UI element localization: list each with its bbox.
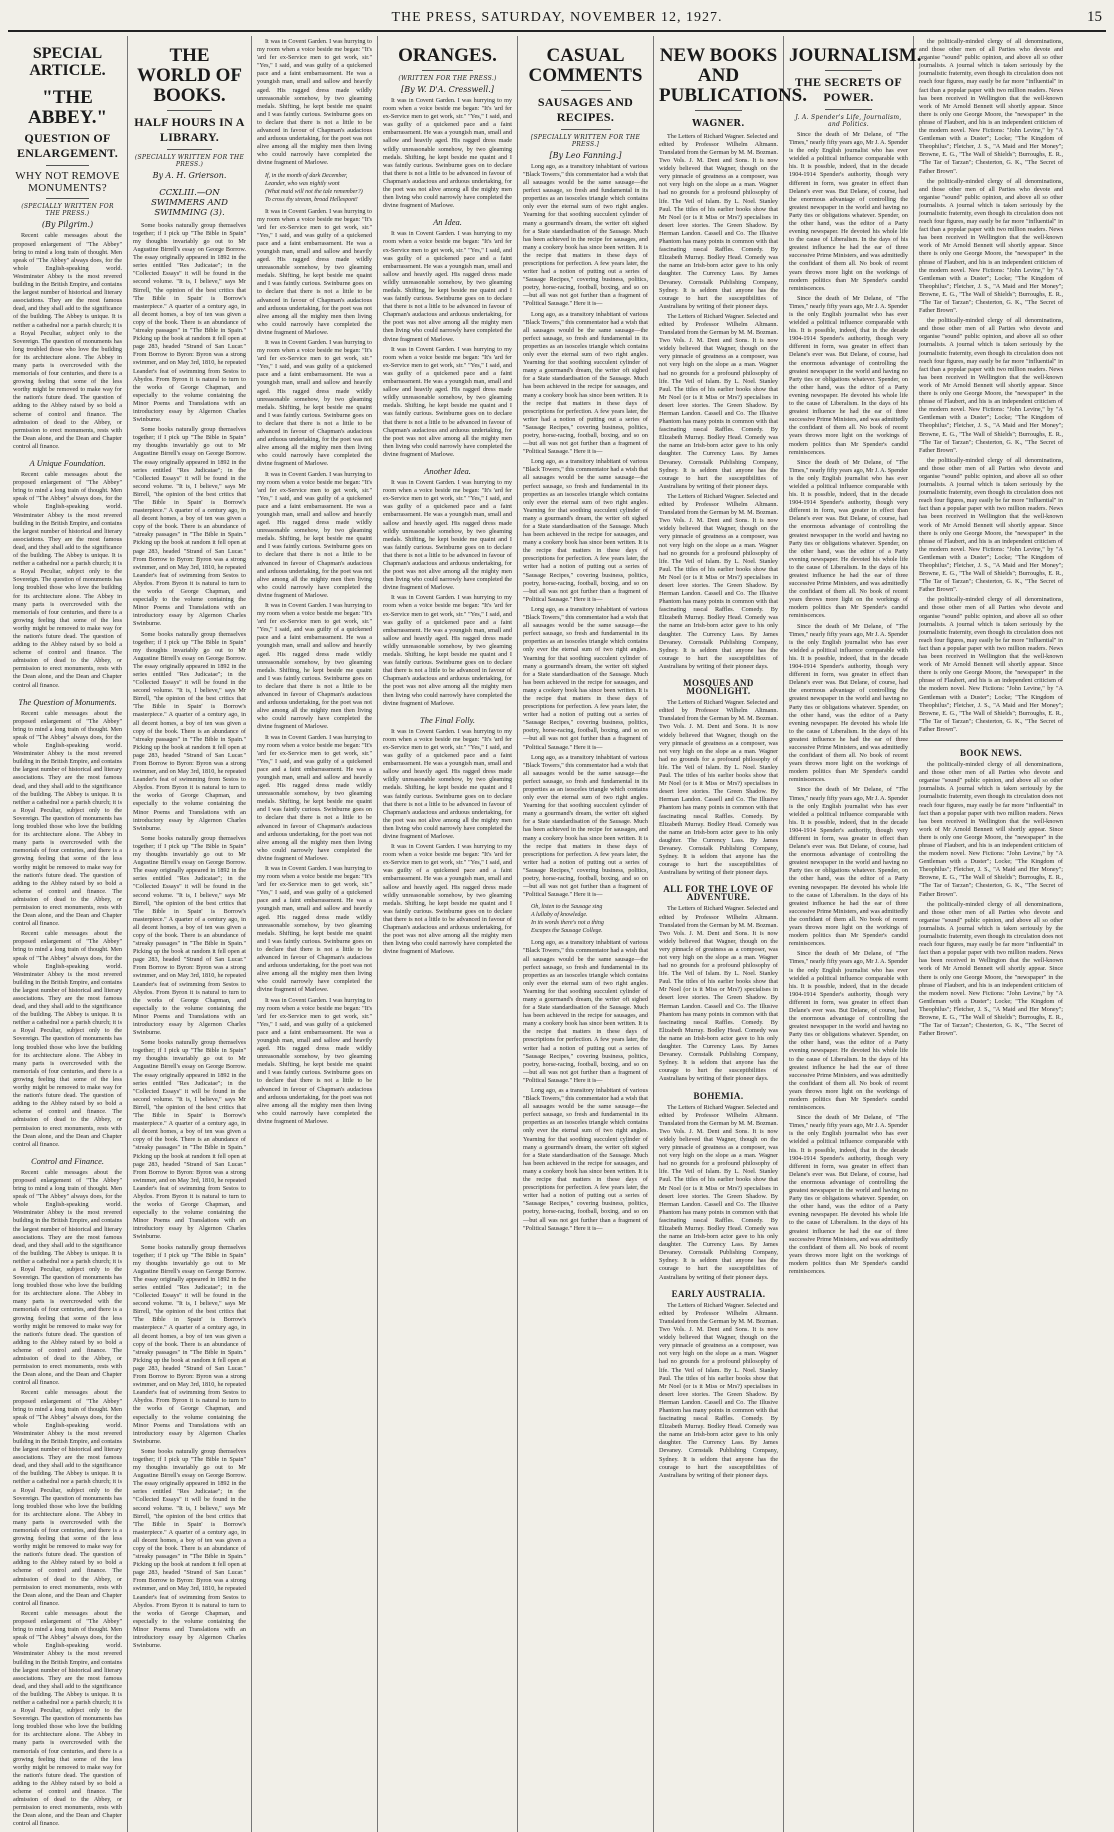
byline: By A. H. Grierson.: [152, 170, 227, 180]
column-new-books: [654, 36, 807, 1832]
paragraph: Long ago, as a transitory inhabitant of various "Black Towers," this commentator had a wish that all sausages would be the same sausage—the perfect sausage, so fresh and fundamental in its properties as an isosceles triangle which contains only ever the eternal sum of two right angles. Yearning for that soothing succulent cylinder of many a gourmand's dream, the writer oft sighed for a State standardisation of the Sausage. Much has been achieved in the recipe for sausages, and many a cookery book has since been written. It is the recipe that matters in these days of prescriptions for perfection. A few years later, the writer had a notion of putting out a series of "Sausage Recipes," covering business, politics, poetry, horse-racing, football, boxing, and so on—but all was not got further than a fragment of "Political Sausage." Here it is—: [523, 458, 648, 603]
paragraph: Recent cable messages about the proposed enlargement of "The Abbey" bring to mind a long train of thought. Men speak of "The Abbey" always does, for the whole English-speaking world. Westminster Abbey is the most revered building in the British Empire, and contains the largest number of historical and literary associations. They are the most famous dead, and they shall add to the significance of the building. The Abbey is unique. It is neither a cathedral nor a parish church; it is a Royal Peculiar, subject only to the Sovereign. The question of monuments has long troubled those who love the building for its architecture alone. The Abbey in many parts is overcrowded with the memorials of four centuries, and there is a growing feeling that some of the less worthy might be removed to make way for the nation's future dead. The question of adding to the Abbey raised by so bold a scheme of control and finance. The admission of dead to the Abbey, or permission to erect monuments, rests with the Dean alone, and the Dean and Chapter control all finance.: [13, 1168, 122, 1387]
paragraph: Recent cable messages about the proposed enlargement of "The Abbey" bring to mind a long train of thought. Men speak of "The Abbey" always does, for the whole English-speaking world. Westminster Abbey is the most revered building in the British Empire, and contains the largest number of historical and literary associations. They are the most famous dead, and they shall add to the significance of the building. The Abbey is unique. It is neither a cathedral nor a parish church; it is a Royal Peculiar, subject only to the Sovereign. The question of monuments has long troubled those who love the building for its architecture alone. The Abbey in many parts is overcrowded with the memorials of four centuries, and there is a growing feeling that some of the less worthy might be removed to make way for the nation's future dead. The question of adding to the Abbey raised by so bold a scheme of control and finance. The admission of dead to the Abbey, or permission to erect monuments, rests with the Dean alone, and the Dean and Chapter control all finance.: [13, 232, 122, 450]
divider: [919, 740, 1063, 741]
divider: [695, 110, 743, 111]
paragraph: It was in Covent Garden. I was hurrying to my room when a voice beside me began: "It's 'ard fer ex-Service men to get work, sir." "Yes," I said, and was guilty of a quickened pace and a faint embarrassment. He was a youngish man, small and sallow and heavily aged. His ragged dress made wildly unreasonable somehow, by two gleaming medals. Shifting, he kept beside me quaint and I was faintly curious. Swinburne goes on to declare that there is not a little to be advanced in favour of Chapman's audacious and arduous undertaking, for the poet was not alive among all the mighty men then living who could narrowly have completed the divine fragment of Marlowe.: [257, 207, 372, 336]
paragraph: Recent cable messages about the proposed enlargement of "The Abbey" bring to mind a long train of thought. Men speak of "The Abbey" always does, for the whole English-speaking world. Westminster Abbey is the most revered building in the British Empire, and contains the largest number of historical and literary associations. They are the most famous dead, and they shall add to the significance of the building. The Abbey is unique. It is neither a cathedral nor a parish church; it is a Royal Peculiar, subject only to the Sovereign. The question of monuments has long troubled those who love the building for its architecture alone. The Abbey in many parts is overcrowded with the memorials of four centuries, and there is a growing feeling that some of the less worthy might be removed to make way for the nation's future dead. The question of adding to the Abbey raised by so bold a scheme of control and finance. The admission of dead to the Abbey, or permission to erect monuments, rests with the Dean alone, and the Dean and Chapter control all finance.: [13, 930, 122, 1148]
byline: [By W. D'A. Cresswell.]: [401, 84, 494, 94]
paragraph: Recent cable messages about the proposed enlargement of "The Abbey" bring to mind a long train of thought. Men speak of "The Abbey" always does, for the whole English-speaking world. Westminster Abbey is the most revered building in the British Empire, and contains the largest number of historical and literary associations. They are the most famous dead, and they shall add to the significance of the building. The Abbey is unique. It is neither a cathedral nor a parish church; it is a Royal Peculiar, subject only to the Sovereign. The question of monuments has long troubled those who love the building for its architecture alone. The Abbey in many parts is overcrowded with the memorials of four centuries, and there is a growing feeling that some of the less worthy might be removed to make way for the nation's future dead. The question of adding to the Abbey raised by so bold a scheme of control and finance. The admission of dead to the Abbey, or permission to erect monuments, rests with the Dean alone, and the Dean and Chapter control all finance.: [13, 1389, 122, 1607]
deck: THE SECRETS OF POWER.: [795, 74, 902, 104]
paragraph: It was in Covent Garden. I was hurrying to my room when a voice beside me began: "It's 'ard fer ex-Service men to get work, sir." "Yes," I said, and was guilty of a quickened pace and a faint embarrassment. He was a youngish man, small and sallow and heavily aged. His ragged dress made wildly unreasonable somehow, by two gleaming medals. Shifting, he kept beside me quaint and I was faintly curious. Swinburne goes on to declare that there is not a little to be advanced in favour of Chapman's audacious and arduous undertaking, for the poet was not alive among all the mighty men then living who could narrowly have completed the divine fragment of Marlowe.: [257, 865, 372, 994]
masthead-title: THE PRESS, SATURDAY, NOVEMBER 12, 1927.: [391, 10, 723, 25]
paragraph: The Letters of Richard Wagner. Selected and edited by Professor Wilhelm Altmann. Translated from the German by M. M. Bozman. Two Vols. J. M. Dent and Sons. It is now widely believed that Wagner, though on the very pinnacle of greatness as a composer, was not very high on the slope as a man. Wagner had no grounds for a profound philosophy of life. The Veil of Islam. By L. Noel. Stanley Paul. The titles of his earlier books show that Mr Noel (or is it Miss or Mrs?) specialises in desert love stories. The Green Shadow. By Herman Landon. Cassell and Co. The Illusive Phantom has many points in common with that fascinating rascal Raffles. Comedy. By Elizabeth Murray. Bodley Head. Comedy was the name an Irish-born actor gave to his only daughter. The Currency Lass. By James Devaney. Cornstalk Publishing Company, Sydney. It is seldom that anyone has the courage to hurt the susceptibilities of Australians by writing of their pioneer days.: [659, 312, 778, 490]
paragraph: The Letters of Richard Wagner. Selected and edited by Professor Wilhelm Altmann. Translated from the German by M. M. Bozman. Two Vols. J. M. Dent and Sons. It is now widely believed that Wagner, though on the very pinnacle of greatness as a composer, was not very high on the slope as a man. Wagner had no grounds for a profound philosophy of life. The Veil of Islam. By L. Noel. Stanley Paul. The titles of his earlier books show that Mr Noel (or is it Miss or Mrs?) specialises in desert love stories. The Green Shadow. By Herman Landon. Cassell and Co. The Illusive Phantom has many points in common with that fascinating rascal Raffles. Comedy. By Elizabeth Murray. Bodley Head. Comedy was the name an Irish-born actor gave to his only daughter. The Currency Lass. By James Devaney. Cornstalk Publishing Company, Sydney. It is seldom that anyone has the courage to hurt the susceptibilities of Australians by writing of their pioneer days.: [659, 132, 778, 310]
subheading: CCXLIII.—ON SWIMMERS AND SWIMMING (3).: [151, 187, 228, 218]
subheading: The Final Folly.: [419, 714, 475, 725]
paragraph: Some books naturally group themselves together; if I pick up "The Bible in Spain" my thoughts invariably go out to Mr Augustine Birrell's essay on George Borrow. The essay originally appeared in 1892 in the series entitled "Res Judicatae"; in the "Collected Essays" it will be found in the second volume. "It is, I believe," says Mr Birrell, "the opinion of the best critics that 'The Bible in Spain' is Borrow's masterpiece." A quarter of a century ago, in all decent homes, a boy of ten was given a copy of the book. There is an abundance of "streaky passages" in "The Bible in Spain." Picking up the book at random it fell open at page 283, headed "Strand of San Lucar." From Borrow to Byron: Byron was a strong swimmer, and on May 3rd, 1810, he repeated Leander's feat of swimming from Sestos to Abydos. From Byron it is natural to turn to the works of George Chapman, and especially to the volume containing the Minor Poems and Translations with an introductory essay by Algernon Charles Swinburne.: [133, 426, 246, 628]
paragraph: It was in Covent Garden. I was hurrying to my room when a voice beside me began: "It's 'ard fer ex-Service men to get work, sir." "Yes," I said, and was guilty of a quickened pace and a faint embarrassment. He was a youngish man, small and sallow and heavily aged. His ragged dress made wildly unreasonable somehow, by two gleaming medals. Shifting, he kept beside me quaint and I was faintly curious. Swinburne goes on to declare that there is not a little to be advanced in favour of Chapman's audacious and arduous undertaking, for the poet was not alive among all the mighty men then living who could narrowly have completed the divine fragment of Marlowe.: [257, 470, 372, 599]
paragraph: Some books naturally group themselves together; if I pick up "The Bible in Spain" my thoughts invariably go out to Mr Augustine Birrell's essay on George Borrow. The essay originally appeared in 1892 in the series entitled "Res Judicatae"; in the "Collected Essays" it will be found in the second volume. "It is, I believe," says Mr Birrell, "the opinion of the best critics that 'The Bible in Spain' is Borrow's masterpiece." A quarter of a century ago, in all decent homes, a boy of ten was given a copy of the book. There is an abundance of "streaky passages" in "The Bible in Spain." Picking up the book at random it fell open at page 283, headed "Strand of San Lucar." From Borrow to Byron: Byron was a strong swimmer, and on May 3rd, 1810, he repeated Leander's feat of swimming from Sestos to Abydos. From Byron it is natural to turn to the works of George Chapman, and especially to the volume containing the Minor Poems and Translations with an introductory essay by Algernon Charles Swinburne.: [133, 1447, 246, 1650]
paragraph: Some books naturally group themselves together; if I pick up "The Bible in Spain" my thoughts invariably go out to Mr Augustine Birrell's essay on George Borrow. The essay originally appeared in 1892 in the series entitled "Res Judicatae"; in the "Collected Essays" it will be found in the second volume. "It is, I believe," says Mr Birrell, "the opinion of the best critics that 'The Bible in Spain' is Borrow's masterpiece." A quarter of a century ago, in all decent homes, a boy of ten was given a copy of the book. There is an abundance of "streaky passages" in "The Bible in Spain." Picking up the book at random it fell open at page 283, headed "Strand of San Lucar." From Borrow to Byron: Byron was a strong swimmer, and on May 3rd, 1810, he repeated Leander's feat of swimming from Sestos to Abydos. From Byron it is natural to turn to the works of George Chapman, and especially to the volume containing the Minor Poems and Translations with an introductory essay by Algernon Charles Swinburne.: [133, 630, 246, 832]
paragraph: Since the death of Mr Delane, of "The Times," nearly fifty years ago, Mr J. A. Spender is the only English journalist who has ever wielded a political influence comparable with his. It is possible, indeed, that in the decade 1904-1914 Spender's authority, though very different in form, was greater in effect than Delane's ever was. But Delane, of course, had the enormous advantage of controlling the greatest newspaper in the world and having no Party ties or obligations whatever. Spender, on the other hand, was the editor of a Party evening newspaper. He devoted his whole life to the cause of Liberalism. In the days of his greatest influence he had the ear of three successive Prime Ministers, and was admittedly the confidant of them all. No book of recent years throws more light on the workings of modern politics than Mr Spender's candid reminiscences.: [789, 130, 908, 292]
paragraph: the politically-minded clergy of all denominations, and those other men of all Parties who devote and organise "sound" public opinion, and above all so other journalists. A journal which is taken seriously by the journalistic fraternity, even though its circulation does not reach four figures, may easily be far more "influential" in fact than a popular paper with two million readers. News has been received in Wellington that the well-known work of Mr Arnold Bennett will shortly appear. Since there is only one George Moore, the "newspaper" in the phrase of Flaubert, and his is an independent criticism of the modern novel. New Fictions: "John Levine," by "A Gentleman with a Duster"; Locke; "The Kingdom of Theophilus"; Fletcher, J. S., "A Maid and Her Money"; Browne, E. G., "The Wall of Shields"; Burroughs, E. R., "The Tar of Tarzan"; Chesterton, G. K., "The Secret of Father Brown".: [919, 38, 1063, 175]
paragraph: Long ago, as a transitory inhabitant of various "Black Towers," this commentator had a wish that all sausages would be the same sausage—the perfect sausage, so fresh and fundamental in its properties as an isosceles triangle which contains only ever the eternal sum of two right angles. Yearning for that soothing succulent cylinder of many a gourmand's dream, the writer oft sighed for a State standardisation of the Sausage. Much has been achieved in the recipe for sausages, and many a cookery book has since been written. It is the recipe that matters in these days of prescriptions for perfection. A few years later, the writer had a notion of putting out a series of "Sausage Recipes," covering business, politics, poetry, horse-racing, football, boxing, and so on—but all was not got further than a fragment of "Political Sausage." Here it is—: [523, 162, 648, 308]
subheading: MOSQUES AND MOONLIGHT.: [683, 678, 754, 697]
subheading: A Unique Foundation.: [29, 458, 106, 468]
paragraph: the politically-minded clergy of all denominations, and those other men of all Parties who devote and organise "sound" public opinion, and above all so other journalists. A journal which is taken seriously by the journalistic fraternity, even though its circulation does not reach four figures, may easily be far more "influential" in fact than a popular paper with two million readers. News has been received in Wellington that the well-known work of Mr Arnold Bennett will shortly appear. Since there is only one George Moore, the "newspaper" in the phrase of Flaubert, and his is an independent criticism of the modern novel. New Fictions: "John Levine," by "A Gentleman with a Duster"; Locke; "The Kingdom of Theophilus"; Fletcher, J. S., "A Maid and Her Money"; Browne, E. G., "The Wall of Shields"; Burroughs, E. R., "The Tar of Tarzan"; Chesterton, G. K., "The Secret of Father Brown".: [919, 761, 1063, 898]
deck: QUESTION OF ENLARGEMENT.: [16, 131, 119, 161]
deck-secondary: WHY NOT REMOVE MONUMENTS?: [15, 170, 120, 195]
paragraph: Long ago, as a transitory inhabitant of various "Black Towers," this commentator had a wish that all sausages would be the same sausage—the perfect sausage, so fresh and fundamental in its properties as an isosceles triangle which contains only ever the eternal sum of two right angles. Yearning for that soothing succulent cylinder of many a gourmand's dream, the writer oft sighed for a State standardisation of the Sausage. Much has been achieved in the recipe for sausages, and many a cookery book has since been written. It is the recipe that matters in these days of prescriptions for perfection. A few years later, the writer had a notion of putting out a series of "Sausage Recipes," covering business, politics, poetry, horse-racing, football, boxing, and so on—but all was not got further than a fragment of "Political Sausage." Here it is—: [523, 605, 648, 751]
byline: [By Leo Fanning.]: [549, 150, 622, 160]
article-body: [789, 131, 908, 1276]
paragraph: Long ago, as a transitory inhabitant of various "Black Towers," this commentator had a wish that all sausages would be the same sausage—the perfect sausage, so fresh and fundamental in its properties as an isosceles triangle which contains only ever the eternal sum of two right angles. Yearning for that soothing succulent cylinder of many a gourmand's dream, the writer oft sighed for a State standardisation of the Sausage. Much has been achieved in the recipe for sausages, and many a cookery book has since been written. It is the recipe that matters in these days of prescriptions for perfection. A few years later, the writer had a notion of putting out a series of "Sausage Recipes," covering business, politics, poetry, horse-racing, football, boxing, and so on—but all was not got further than a fragment of "Political Sausage." Here it is—: [523, 310, 648, 456]
paragraph: Long ago, as a transitory inhabitant of various "Black Towers," this commentator had a wish that all sausages would be the same sausage—the perfect sausage, so fresh and fundamental in its properties as an isosceles triangle which contains only ever the eternal sum of two right angles. Yearning for that soothing succulent cylinder of many a gourmand's dream, the writer oft sighed for a State standardisation of the Sausage. Much has been achieved in the recipe for sausages, and many a cookery book has since been written. It is the recipe that matters in these days of prescriptions for perfection. A few years later, the writer had a notion of putting out a series of "Sausage Recipes," covering business, politics, poetry, horse-racing, football, boxing, and so on—but all was not got further than a fragment of "Political Sausage." Here it is—: [523, 753, 648, 899]
paragraph: It was in Covent Garden. I was hurrying to my room when a voice beside me began: "It's 'ard fer ex-Service men to get work, sir." "Yes," I said, and was guilty of a quickened pace and a faint embarrassment. He was a youngish man, small and sallow and heavily aged. His ragged dress made wildly unreasonable somehow, by two gleaming medals. Shifting, he kept beside me quaint and I was faintly curious. Swinburne goes on to declare that there is not a little to be advanced in favour of Chapman's audacious and arduous undertaking, for the poet was not alive among all the mighty men then living who could narrowly have completed the divine fragment of Marlowe.: [383, 727, 512, 840]
subheading: Control and Finance.: [30, 1155, 105, 1166]
article-body: [13, 232, 122, 1828]
paragraph: It was in Covent Garden. I was hurrying to my room when a voice beside me began: "It's 'ard fer ex-Service men to get work, sir." "Yes," I said, and was guilty of a quickened pace and a faint embarrassment. He was a youngish man, small and sallow and heavily aged. His ragged dress made wildly unreasonable somehow, by two gleaming medals. Shifting, he kept beside me quaint and I was faintly curious. Swinburne goes on to declare that there is not a little to be advanced in favour of Chapman's audacious and arduous undertaking, for the poet was not alive among all the mighty men then living who could narrowly have completed the divine fragment of Marlowe.: [257, 339, 372, 468]
paragraph: the politically-minded clergy of all denominations, and those other men of all Parties who devote and organise "sound" public opinion, and above all so other journalists. A journal which is taken seriously by the journalistic fraternity, even though its circulation does not reach four figures, may easily be far more "influential" in fact than a popular paper with two million readers. News has been received in Wellington that the well-known work of Mr Arnold Bennett will shortly appear. Since there is only one George Moore, the "newspaper" in the phrase of Flaubert, and his is an independent criticism of the modern novel. New Fictions: "John Levine," by "A Gentleman with a Duster"; Locke; "The Kingdom of Theophilus"; Fletcher, J. S., "A Maid and Her Money"; Browne, E. G., "The Wall of Shields"; Burroughs, E. R., "The Tar of Tarzan"; Chesterton, G. K., "The Secret of Father Brown".: [919, 177, 1063, 315]
paragraph: Some books naturally group themselves together; if I pick up "The Bible in Spain" my thoughts invariably go out to Mr Augustine Birrell's essay on George Borrow. The essay originally appeared in 1892 in the series entitled "Res Judicatae"; in the "Collected Essays" it will be found in the second volume. "It is, I believe," says Mr Birrell, "the opinion of the best critics that 'The Bible in Spain' is Borrow's masterpiece." A quarter of a century ago, in all decent homes, a boy of ten was given a copy of the book. There is an abundance of "streaky passages" in "The Bible in Spain." Picking up the book at random it fell open at page 283, headed "Strand of San Lucar." From Borrow to Byron: Byron was a strong swimmer, and on May 3rd, 1810, he repeated Leander's feat of swimming from Sestos to Abydos. From Byron it is natural to turn to the works of George Chapman, and especially to the volume containing the Minor Poems and Translations with an introductory essay by Algernon Charles Swinburne.: [133, 834, 246, 1037]
special-note: (WRITTEN FOR THE PRESS.): [398, 74, 497, 82]
divider: [825, 70, 873, 71]
paragraph: Recent cable messages about the proposed enlargement of "The Abbey" bring to mind a long train of thought. Men speak of "The Abbey" always does, for the whole English-speaking world. Westminster Abbey is the most revered building in the British Empire, and contains the largest number of historical and literary associations. They are the most famous dead, and they shall add to the significance of the building. The Abbey is unique. It is neither a cathedral nor a parish church; it is a Royal Peculiar, subject only to the Sovereign. The question of monuments has long troubled those who love the building for its architecture alone. The Abbey in many parts is overcrowded with the memorials of four centuries, and there is a growing feeling that some of the less worthy might be removed to make way for the nation's future dead. The question of adding to the Abbey raised by so bold a scheme of control and finance. The admission of dead to the Abbey, or permission to erect monuments, rests with the Dean alone, and the Dean and Chapter control all finance.: [13, 1609, 122, 1828]
columns: [8, 36, 1106, 1828]
kicker: SPECIAL ARTICLE.: [29, 45, 106, 79]
verse: If, in the month of dark December, Leander, who was nightly wont (What maid will not the tale remember?) To cross thy stream, broad Hellespont!: [265, 172, 363, 203]
headline: JOURNALISM.: [789, 45, 922, 66]
subheading: WAGNER.: [692, 118, 745, 129]
paragraph: Since the death of Mr Delane, of "The Times," nearly fifty years ago, Mr J. A. Spender is the only English journalist who has ever wielded a political influence comparable with his. It is possible, indeed, that in the decade 1904-1914 Spender's authority, though very different in form, was greater in effect than Delane's ever was. But Delane, of course, had the enormous advantage of controlling the greatest newspaper in the world and having no Party ties or obligations whatever. Spender, on the other hand, was the editor of a Party evening newspaper. He devoted his whole life to the cause of Liberalism. In the days of his greatest influence he had the ear of three successive Prime Ministers, and was admittedly the confidant of them all. No book of recent years throws more light on the workings of modern politics than Mr Spender's candid reminiscences.: [789, 622, 908, 784]
paragraph: It was in Covent Garden. I was hurrying to my room when a voice beside me began: "It's 'ard fer ex-Service men to get work, sir." "Yes," I said, and was guilty of a quickened pace and a faint embarrassment. He was a youngish man, small and sallow and heavily aged. His ragged dress made wildly unreasonable somehow, by two gleaming medals. Shifting, he kept beside me quaint and I was faintly curious. Swinburne goes on to declare that there is not a little to be advanced in favour of Chapman's audacious and arduous undertaking, for the poet was not alive among all the mighty men then living who could narrowly have completed the divine fragment of Marlowe.: [257, 602, 372, 731]
headline: NEW BOOKS AND PUBLICATIONS.: [659, 45, 807, 106]
paragraph: It was in Covent Garden. I was hurrying to my room when a voice beside me began: "It's 'ard fer ex-Service men to get work, sir." "Yes," I said, and was guilty of a quickened pace and a faint embarrassment. He was a youngish man, small and sallow and heavily aged. His ragged dress made wildly unreasonable somehow, by two gleaming medals. Shifting, he kept beside me quaint and I was faintly curious. Swinburne goes on to declare that there is not a little to be advanced in favour of Chapman's audacious and arduous undertaking, for the poet was not alive among all the mighty men then living who could narrowly have completed the divine fragment of Marlowe.: [383, 479, 512, 592]
paragraph: It was in Covent Garden. I was hurrying to my room when a voice beside me began: "It's 'ard fer ex-Service men to get work, sir." "Yes," I said, and was guilty of a quickened pace and a faint embarrassment. He was a youngish man, small and sallow and heavily aged. His ragged dress made wildly unreasonable somehow, by two gleaming medals. Shifting, he kept beside me quaint and I was faintly curious. Swinburne goes on to declare that there is not a little to be advanced in favour of Chapman's audacious and arduous undertaking, for the poet was not alive among all the mighty men then living who could narrowly have completed the divine fragment of Marlowe.: [257, 733, 372, 862]
byline: (By Pilgrim.): [41, 220, 94, 230]
paragraph: The Letters of Richard Wagner. Selected and edited by Professor Wilhelm Altmann. Translated from the German by M. M. Bozman. Two Vols. J. M. Dent and Sons. It is now widely believed that Wagner, though on the very pinnacle of greatness as a composer, was not very high on the slope as a man. Wagner had no grounds for a profound philosophy of life. The Veil of Islam. By L. Noel. Stanley Paul. The titles of his earlier books show that Mr Noel (or is it Miss or Mrs?) specialises in desert love stories. The Green Shadow. By Herman Landon. Cassell and Co. The Illusive Phantom has many points in common with that fascinating rascal Raffles. Comedy. By Elizabeth Murray. Bodley Head. Comedy was the name an Irish-born actor gave to his only daughter. The Currency Lass. By James Devaney. Cornstalk Publishing Company, Sydney. It is seldom that anyone has the courage to hurt the susceptibilities of Australians by writing of their pioneer days.: [659, 905, 778, 1083]
subheading: ALL FOR THE LOVE OF ADVENTURE.: [663, 884, 774, 903]
paragraph: the politically-minded clergy of all denominations, and those other men of all Parties who devote and organise "sound" public opinion, and above all so other journalists. A journal which is taken seriously by the journalistic fraternity, even though its circulation does not reach four figures, may easily be far more "influential" in fact than a popular paper with two million readers. News has been received in Wellington that the well-known work of Mr Arnold Bennett will shortly appear. Since there is only one George Moore, the "newspaper" in the phrase of Flaubert, and his is an independent criticism of the modern novel. New Fictions: "John Levine," by "A Gentleman with a Duster"; Locke; "The Kingdom of Theophilus"; Fletcher, J. S., "A Maid and Her Money"; Browne, E. G., "The Wall of Shields"; Burroughs, E. R., "The Tar of Tarzan"; Chesterton, G. K., "The Secret of Father Brown".: [919, 317, 1063, 454]
subheading: Another Idea.: [424, 465, 471, 476]
special-note: J. A. Spender's Life, Journalism, and Politics.: [795, 113, 902, 128]
article-body: [659, 133, 778, 1480]
column-oranges: [378, 36, 518, 1832]
paragraph: Long ago, as a transitory inhabitant of various "Black Towers," this commentator had a wish that all sausages would be the same sausage—the perfect sausage, so fresh and fundamental in its properties as an isosceles triangle which contains only ever the eternal sum of two right angles. Yearning for that soothing succulent cylinder of many a gourmand's dream, the writer oft sighed for a State standardisation of the Sausage. Much has been achieved in the recipe for sausages, and many a cookery book has since been written. It is the recipe that matters in these days of prescriptions for perfection. A few years later, the writer had a notion of putting out a series of "Sausage Recipes," covering business, politics, poetry, horse-racing, football, boxing, and so on—but all was not got further than a fragment of "Political Sausage." Here it is—: [523, 939, 648, 1084]
paragraph: It was in Covent Garden. I was hurrying to my room when a voice beside me began: "It's 'ard fer ex-Service men to get work, sir." "Yes," I said, and was guilty of a quickened pace and a faint embarrassment. He was a youngish man, small and sallow and heavily aged. His ragged dress made wildly unreasonable somehow, by two gleaming medals. Shifting, he kept beside me quaint and I was faintly curious. Swinburne goes on to declare that there is not a little to be advanced in favour of Chapman's audacious and arduous undertaking, for the poet was not alive among all the mighty men then living who could narrowly have completed the divine fragment of Marlowe.: [257, 38, 372, 167]
paragraph: It was in Covent Garden. I was hurrying to my room when a voice beside me began: "It's 'ard fer ex-Service men to get work, sir." "Yes," I said, and was guilty of a quickened pace and a faint embarrassment. He was a youngish man, small and sallow and heavily aged. His ragged dress made wildly unreasonable somehow, by two gleaming medals. Shifting, he kept beside me quaint and I was faintly curious. Swinburne goes on to declare that there is not a little to be advanced in favour of Chapman's audacious and arduous undertaking, for the poet was not alive among all the mighty men then living who could narrowly have completed the divine fragment of Marlowe.: [257, 996, 372, 1125]
divider: [167, 110, 212, 111]
masthead: [8, 6, 1106, 32]
divider: [422, 70, 474, 71]
page-number: 15: [1087, 9, 1102, 25]
paragraph: Since the death of Mr Delane, of "The Times," nearly fifty years ago, Mr J. A. Spender is the only English journalist who has ever wielded a political influence comparable with his. It is possible, indeed, that in the decade 1904-1914 Spender's authority, though very different in form, was greater in effect than Delane's ever was. But Delane, of course, had the enormous advantage of controlling the greatest newspaper in the world and having no Party ties or obligations whatever. Spender, on the other hand, was the editor of a Party evening newspaper. He devoted his whole life to the cause of Liberalism. In the days of his greatest influence he had the ear of three successive Prime Ministers, and was admittedly the confidant of them all. No book of recent years throws more light on the workings of modern politics than Mr Spender's candid reminiscences.: [789, 950, 908, 1112]
paragraph: the politically-minded clergy of all denominations, and those other men of all Parties who devote and organise "sound" public opinion, and above all so other journalists. A journal which is taken seriously by the journalistic fraternity, even though its circulation does not reach four figures, may easily be far more "influential" in fact than a popular paper with two million readers. News has been received in Wellington that the well-known work of Mr Arnold Bennett will shortly appear. Since there is only one George Moore, the "newspaper" in the phrase of Flaubert, and his is an independent criticism of the modern novel. New Fictions: "John Levine," by "A Gentleman with a Duster"; Locke; "The Kingdom of Theophilus"; Fletcher, J. S., "A Maid and Her Money"; Browne, E. G., "The Wall of Shields"; Burroughs, E. R., "The Tar of Tarzan"; Chesterton, G. K., "The Secret of Father Brown".: [919, 596, 1063, 733]
paragraph: It was in Covent Garden. I was hurrying to my room when a voice beside me began: "It's 'ard fer ex-Service men to get work, sir." "Yes," I said, and was guilty of a quickened pace and a faint embarrassment. He was a youngish man, small and sallow and heavily aged. His ragged dress made wildly unreasonable somehow, by two gleaming medals. Shifting, he kept beside me quaint and I was faintly curious. Swinburne goes on to declare that there is not a little to be advanced in favour of Chapman's audacious and arduous undertaking, for the poet was not alive among all the mighty men then living who could narrowly have completed the divine fragment of Marlowe.: [383, 96, 512, 210]
verse: Oh, listen to the Sausage sing A lullaby of knowledge. In its words there's not a thing Escapes the Sausage College.: [531, 904, 604, 935]
column-world-of-books: [128, 36, 252, 1832]
column-casual-comments: [518, 36, 654, 1832]
divider: [561, 90, 611, 91]
article-body: [383, 97, 512, 956]
subheading: An Idea.: [433, 217, 462, 228]
paragraph: Since the death of Mr Delane, of "The Times," nearly fifty years ago, Mr J. A. Spender is the only English journalist who has ever wielded a political influence comparable with his. It is possible, indeed, that in the decade 1904-1914 Spender's authority, though very different in form, was greater in effect than Delane's ever was. But Delane, of course, had the enormous advantage of controlling the greatest newspaper in the world and having no Party ties or obligations whatever. Spender, on the other hand, was the editor of a Party evening newspaper. He devoted his whole life to the cause of Liberalism. In the days of his greatest influence he had the ear of three successive Prime Ministers, and was admittedly the confidant of them all. No book of recent years throws more light on the workings of modern politics than Mr Spender's candid reminiscences.: [789, 294, 908, 456]
article-body: [257, 38, 372, 1126]
paragraph: Some books naturally group themselves together; if I pick up "The Bible in Spain" my thoughts invariably go out to Mr Augustine Birrell's essay on George Borrow. The essay originally appeared in 1892 in the series entitled "Res Judicatae"; in the "Collected Essays" it will be found in the second volume. "It is, I believe," says Mr Birrell, "the opinion of the best critics that 'The Bible in Spain' is Borrow's masterpiece." A quarter of a century ago, in all decent homes, a boy of ten was given a copy of the book. There is an abundance of "streaky passages" in "The Bible in Spain." Picking up the book at random it fell open at page 283, headed "Strand of San Lucar." From Borrow to Byron: Byron was a strong swimmer, and on May 3rd, 1810, he repeated Leander's feat of swimming from Sestos to Abydos. From Byron it is natural to turn to the works of George Chapman, and especially to the volume containing the Minor Poems and Translations with an introductory essay by Algernon Charles Swinburne.: [133, 221, 246, 424]
paragraph: The Letters of Richard Wagner. Selected and edited by Professor Wilhelm Altmann. Translated from the German by M. M. Bozman. Two Vols. J. M. Dent and Sons. It is now widely believed that Wagner, though on the very pinnacle of greatness as a composer, was not very high on the slope as a man. Wagner had no grounds for a profound philosophy of life. The Veil of Islam. By L. Noel. Stanley Paul. The titles of his earlier books show that Mr Noel (or is it Miss or Mrs?) specialises in desert love stories. The Green Shadow. By Herman Landon. Cassell and Co. The Illusive Phantom has many points in common with that fascinating rascal Raffles. Comedy. By Elizabeth Murray. Bodley Head. Comedy was the name an Irish-born actor gave to his only daughter. The Currency Lass. By James Devaney. Cornstalk Publishing Company, Sydney. It is seldom that anyone has the courage to hurt the susceptibilities of Australians by writing of their pioneer days.: [659, 699, 778, 877]
headline: CASUAL COMMENTS: [528, 45, 643, 86]
column-journalism: [784, 36, 922, 1832]
article-body: [133, 222, 246, 1650]
divider: [46, 165, 90, 166]
special-note: (SPECIALLY WRITTEN FOR THE PRESS.): [21, 203, 114, 218]
paragraph: It was in Covent Garden. I was hurrying to my room when a voice beside me began: "It's 'ard fer ex-Service men to get work, sir." "Yes," I said, and was guilty of a quickened pace and a faint embarrassment. He was a youngish man, small and sallow and heavily aged. His ragged dress made wildly unreasonable somehow, by two gleaming medals. Shifting, he kept beside me quaint and I was faintly curious. Swinburne goes on to declare that there is not a little to be advanced in favour of Chapman's audacious and arduous undertaking, for the poet was not alive among all the mighty men then living who could narrowly have completed the divine fragment of Marlowe.: [383, 345, 512, 458]
paragraph: It was in Covent Garden. I was hurrying to my room when a voice beside me began: "It's 'ard fer ex-Service men to get work, sir." "Yes," I said, and was guilty of a quickened pace and a faint embarrassment. He was a youngish man, small and sallow and heavily aged. His ragged dress made wildly unreasonable somehow, by two gleaming medals. Shifting, he kept beside me quaint and I was faintly curious. Swinburne goes on to declare that there is not a little to be advanced in favour of Chapman's audacious and arduous undertaking, for the poet was not alive among all the mighty men then living who could narrowly have completed the divine fragment of Marlowe.: [383, 230, 512, 343]
paragraph: Recent cable messages about the proposed enlargement of "The Abbey" bring to mind a long train of thought. Men speak of "The Abbey" always does, for the whole English-speaking world. Westminster Abbey is the most revered building in the British Empire, and contains the largest number of historical and literary associations. They are the most famous dead, and they shall add to the significance of the building. The Abbey is unique. It is neither a cathedral nor a parish church; it is a Royal Peculiar, subject only to the Sovereign. The question of monuments has long troubled those who love the building for its architecture alone. The Abbey in many parts is overcrowded with the memorials of four centuries, and there is a growing feeling that some of the less worthy might be removed to make way for the nation's future dead. The question of adding to the Abbey raised by so bold a scheme of control and finance. The admission of dead to the Abbey, or permission to erect monuments, rests with the Dean alone, and the Dean and Chapter control all finance.: [13, 709, 122, 928]
paragraph: Some books naturally group themselves together; if I pick up "The Bible in Spain" my thoughts invariably go out to Mr Augustine Birrell's essay on George Borrow. The essay originally appeared in 1892 in the series entitled "Res Judicatae"; in the "Collected Essays" it will be found in the second volume. "It is, I believe," says Mr Birrell, "the opinion of the best critics that 'The Bible in Spain' is Borrow's masterpiece." A quarter of a century ago, in all decent homes, a boy of ten was given a copy of the book. There is an abundance of "streaky passages" in "The Bible in Spain." Picking up the book at random it fell open at page 283, headed "Strand of San Lucar." From Borrow to Byron: Byron was a strong swimmer, and on May 3rd, 1810, he repeated Leander's feat of swimming from Sestos to Abydos. From Byron it is natural to turn to the works of George Chapman, and especially to the volume containing the Minor Poems and Translations with an introductory essay by Algernon Charles Swinburne.: [133, 1243, 246, 1445]
paragraph: It was in Covent Garden. I was hurrying to my room when a voice beside me began: "It's 'ard fer ex-Service men to get work, sir." "Yes," I said, and was guilty of a quickened pace and a faint embarrassment. He was a youngish man, small and sallow and heavily aged. His ragged dress made wildly unreasonable somehow, by two gleaming medals. Shifting, he kept beside me quaint and I was faintly curious. Swinburne goes on to declare that there is not a little to be advanced in favour of Chapman's audacious and arduous undertaking, for the poet was not alive among all the mighty men then living who could narrowly have completed the divine fragment of Marlowe.: [383, 843, 512, 956]
special-note: (SPECIALLY WRITTEN FOR THE PRESS.): [134, 153, 245, 168]
special-note: [SPECIALLY WRITTEN FOR THE PRESS.]: [530, 133, 641, 148]
divider: [825, 109, 873, 110]
paragraph: Long ago, as a transitory inhabitant of various "Black Towers," this commentator had a wish that all sausages would be the same sausage—the perfect sausage, so fresh and fundamental in its properties as an isosceles triangle which contains only ever the eternal sum of two right angles. Yearning for that soothing succulent cylinder of many a gourmand's dream, the writer oft sighed for a State standardisation of the Sausage. Much has been achieved in the recipe for sausages, and many a cookery book has since been written. It is the recipe that matters in these days of prescriptions for perfection. A few years later, the writer had a notion of putting out a series of "Sausage Recipes," covering business, politics, poetry, horse-racing, football, boxing, and so on—but all was not got further than a fragment of "Political Sausage." Here it is—: [523, 1087, 648, 1232]
subheading: EARLY AUSTRALIA.: [671, 1288, 766, 1299]
paragraph: The Letters of Richard Wagner. Selected and edited by Professor Wilhelm Altmann. Translated from the German by M. M. Bozman. Two Vols. J. M. Dent and Sons. It is now widely believed that Wagner, though on the very pinnacle of greatness as a composer, was not very high on the slope as a man. Wagner had no grounds for a profound philosophy of life. The Veil of Islam. By L. Noel. Stanley Paul. The titles of his earlier books show that Mr Noel (or is it Miss or Mrs?) specialises in desert love stories. The Green Shadow. By Herman Landon. Cassell and Co. The Illusive Phantom has many points in common with that fascinating rascal Raffles. Comedy. By Elizabeth Murray. Bodley Head. Comedy was the name an Irish-born actor gave to his only daughter. The Currency Lass. By James Devaney. Cornstalk Publishing Company, Sydney. It is seldom that anyone has the courage to hurt the susceptibilities of Australians by writing of their pioneer days.: [659, 1103, 778, 1281]
article-body: [523, 163, 648, 1233]
headline: "THE ABBEY.": [27, 86, 107, 128]
paragraph: Since the death of Mr Delane, of "The Times," nearly fifty years ago, Mr J. A. Spender is the only English journalist who has ever wielded a political influence comparable with his. It is possible, indeed, that in the decade 1904-1914 Spender's authority, though very different in form, was greater in effect than Delane's ever was. But Delane, of course, had the enormous advantage of controlling the greatest newspaper in the world and having no Party ties or obligations whatever. Spender, on the other hand, was the editor of a Party evening newspaper. He devoted his whole life to the cause of Liberalism. In the days of his greatest influence he had the ear of three successive Prime Ministers, and was admittedly the confidant of them all. No book of recent years throws more light on the workings of modern politics than Mr Spender's candid reminiscences.: [789, 1114, 908, 1275]
paragraph: Recent cable messages about the proposed enlargement of "The Abbey" bring to mind a long train of thought. Men speak of "The Abbey" always does, for the whole English-speaking world. Westminster Abbey is the most revered building in the British Empire, and contains the largest number of historical and literary associations. They are the most famous dead, and they shall add to the significance of the building. The Abbey is unique. It is neither a cathedral nor a parish church; it is a Royal Peculiar, subject only to the Sovereign. The question of monuments has long troubled those who love the building for its architecture alone. The Abbey in many parts is overcrowded with the memorials of four centuries, and there is a growing feeling that some of the less worthy might be removed to make way for the nation's future dead. The question of adding to the Abbey raised by so bold a scheme of control and finance. The admission of dead to the Abbey, or permission to erect monuments, rests with the Dean alone, and the Dean and Chapter control all finance.: [13, 471, 122, 689]
subheading: BOHEMIA.: [693, 1090, 744, 1101]
headline: ORANGES.: [398, 45, 497, 66]
column-abbey-article: [8, 36, 128, 1832]
paragraph: It was in Covent Garden. I was hurrying to my room when a voice beside me began: "It's 'ard fer ex-Service men to get work, sir." "Yes," I said, and was guilty of a quickened pace and a faint embarrassment. He was a youngish man, small and sallow and heavily aged. His ragged dress made wildly unreasonable somehow, by two gleaming medals. Shifting, he kept beside me quaint and I was faintly curious. Swinburne goes on to declare that there is not a little to be advanced in favour of Chapman's audacious and arduous undertaking, for the poet was not alive among all the mighty men then living who could narrowly have completed the divine fragment of Marlowe.: [383, 594, 512, 707]
paragraph: The Letters of Richard Wagner. Selected and edited by Professor Wilhelm Altmann. Translated from the German by M. M. Bozman. Two Vols. J. M. Dent and Sons. It is now widely believed that Wagner, though on the very pinnacle of greatness as a composer, was not very high on the slope as a man. Wagner had no grounds for a profound philosophy of life. The Veil of Islam. By L. Noel. Stanley Paul. The titles of his earlier books show that Mr Noel (or is it Miss or Mrs?) specialises in desert love stories. The Green Shadow. By Herman Landon. Cassell and Co. The Illusive Phantom has many points in common with that fascinating rascal Raffles. Comedy. By Elizabeth Murray. Bodley Head. Comedy was the name an Irish-born actor gave to his only daughter. The Currency Lass. By James Devaney. Cornstalk Publishing Company, Sydney. It is seldom that anyone has the courage to hurt the susceptibilities of Australians by writing of their pioneer days.: [659, 1301, 778, 1479]
subheading: The Question of Monuments.: [18, 696, 117, 707]
divider: [46, 198, 90, 199]
deck: HALF HOURS IN A LIBRARY.: [134, 114, 245, 144]
deck: SAUSAGES AND RECIPES.: [537, 94, 634, 124]
subheading: BOOK NEWS.: [959, 747, 1022, 758]
column-book-news: [914, 36, 1068, 1832]
paragraph: the politically-minded clergy of all denominations, and those other men of all Parties who devote and organise "sound" public opinion, and above all so other journalists. A journal which is taken seriously by the journalistic fraternity, even though its circulation does not reach four figures, may easily be far more "influential" in fact than a popular paper with two million readers. News has been received in Wellington that the well-known work of Mr Arnold Bennett will shortly appear. Since there is only one George Moore, the "newspaper" in the phrase of Flaubert, and his is an independent criticism of the modern novel. New Fictions: "John Levine," by "A Gentleman with a Duster"; Locke; "The Kingdom of Theophilus"; Fletcher, J. S., "A Maid and Her Money"; Browne, E. G., "The Wall of Shields"; Burroughs, E. R., "The Tar of Tarzan"; Chesterton, G. K., "The Secret of Father Brown".: [919, 456, 1063, 594]
paragraph: Since the death of Mr Delane, of "The Times," nearly fifty years ago, Mr J. A. Spender is the only English journalist who has ever wielded a political influence comparable with his. It is possible, indeed, that in the decade 1904-1914 Spender's authority, though very different in form, was greater in effect than Delane's ever was. But Delane, of course, had the enormous advantage of controlling the greatest newspaper in the world and having no Party ties or obligations whatever. Spender, on the other hand, was the editor of a Party evening newspaper. He devoted his whole life to the cause of Liberalism. In the days of his greatest influence he had the ear of three successive Prime Ministers, and was admittedly the confidant of them all. No book of recent years throws more light on the workings of modern politics than Mr Spender's candid reminiscences.: [789, 786, 908, 948]
divider: [561, 129, 611, 130]
divider: [167, 149, 212, 150]
headline: THE WORLD OF BOOKS.: [136, 45, 243, 106]
paragraph: Since the death of Mr Delane, of "The Times," nearly fifty years ago, Mr J. A. Spender is the only English journalist who has ever wielded a political influence comparable with his. It is possible, indeed, that in the decade 1904-1914 Spender's authority, though very different in form, was greater in effect than Delane's ever was. But Delane, of course, had the enormous advantage of controlling the greatest newspaper in the world and having no Party ties or obligations whatever. Spender, on the other hand, was the editor of a Party evening newspaper. He devoted his whole life to the cause of Liberalism. In the days of his greatest influence he had the ear of three successive Prime Ministers, and was admittedly the confidant of them all. No book of recent years throws more light on the workings of modern politics than Mr Spender's candid reminiscences.: [789, 458, 908, 620]
paragraph: Some books naturally group themselves together; if I pick up "The Bible in Spain" my thoughts invariably go out to Mr Augustine Birrell's essay on George Borrow. The essay originally appeared in 1892 in the series entitled "Res Judicatae"; in the "Collected Essays" it will be found in the second volume. "It is, I believe," says Mr Birrell, "the opinion of the best critics that 'The Bible in Spain' is Borrow's masterpiece." A quarter of a century ago, in all decent homes, a boy of ten was given a copy of the book. There is an abundance of "streaky passages" in "The Bible in Spain." Picking up the book at random it fell open at page 283, headed "Strand of San Lucar." From Borrow to Byron: Byron was a strong swimmer, and on May 3rd, 1810, he repeated Leander's feat of swimming from Sestos to Abydos. From Byron it is natural to turn to the works of George Chapman, and especially to the volume containing the Minor Poems and Translations with an introductory essay by Algernon Charles Swinburne.: [133, 1039, 246, 1241]
paragraph: the politically-minded clergy of all denominations, and those other men of all Parties who devote and organise "sound" public opinion, and above all so other journalists. A journal which is taken seriously by the journalistic fraternity, even though its circulation does not reach four figures, may easily be far more "influential" in fact than a popular paper with two million readers. News has been received in Wellington that the well-known work of Mr Arnold Bennett will shortly appear. Since there is only one George Moore, the "newspaper" in the phrase of Flaubert, and his is an independent criticism of the modern novel. New Fictions: "John Levine," by "A Gentleman with a Duster"; Locke; "The Kingdom of Theophilus"; Fletcher, J. S., "A Maid and Her Money"; Browne, E. G., "The Wall of Shields"; Burroughs, E. R., "The Tar of Tarzan"; Chesterton, G. K., "The Secret of Father Brown".: [919, 900, 1063, 1038]
paragraph: The Letters of Richard Wagner. Selected and edited by Professor Wilhelm Altmann. Translated from the German by M. M. Bozman. Two Vols. J. M. Dent and Sons. It is now widely believed that Wagner, though on the very pinnacle of greatness as a composer, was not very high on the slope as a man. Wagner had no grounds for a profound philosophy of life. The Veil of Islam. By L. Noel. Stanley Paul. The titles of his earlier books show that Mr Noel (or is it Miss or Mrs?) specialises in desert love stories. The Green Shadow. By Herman Landon. Cassell and Co. The Illusive Phantom has many points in common with that fascinating rascal Raffles. Comedy. By Elizabeth Murray. Bodley Head. Comedy was the name an Irish-born actor gave to his only daughter. The Currency Lass. By James Devaney. Cornstalk Publishing Company, Sydney. It is seldom that anyone has the courage to hurt the susceptibilities of Australians by writing of their pioneer days.: [659, 492, 778, 670]
column-swinburne-continued: [252, 36, 378, 1832]
article-body: [919, 38, 1063, 1038]
